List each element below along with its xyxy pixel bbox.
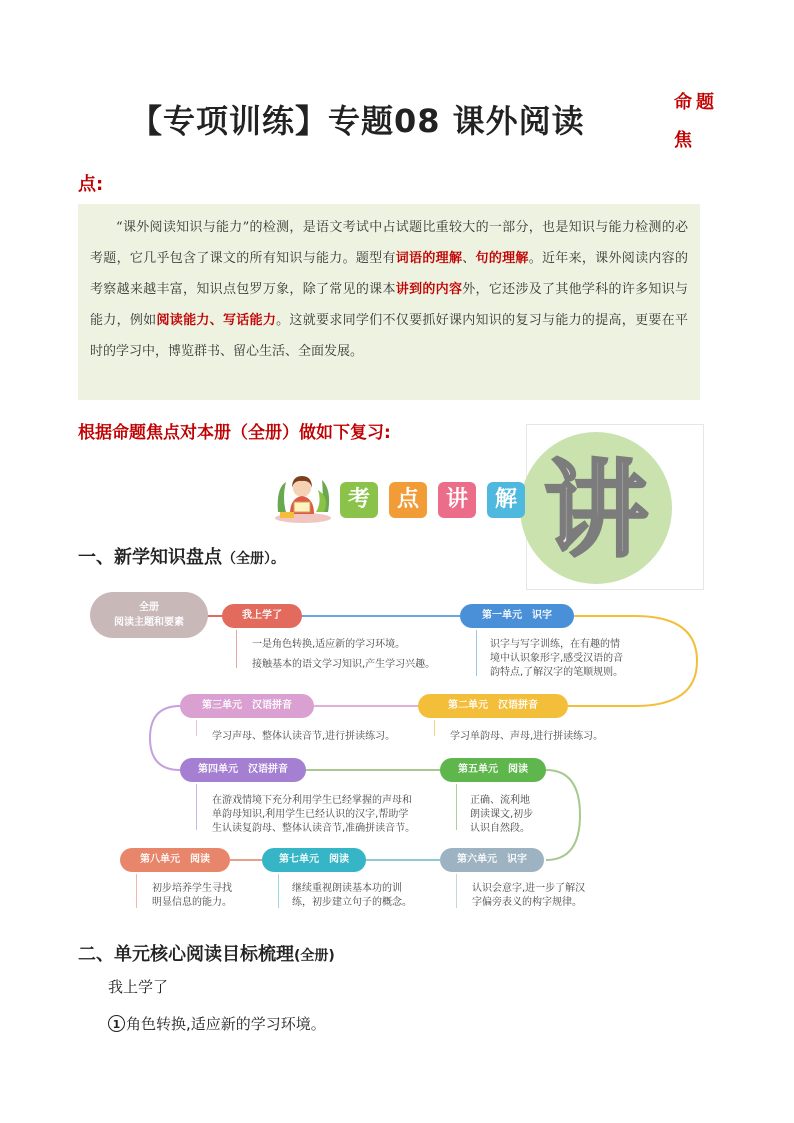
section-1-title: 一、新学知识盘点 xyxy=(78,547,222,568)
review-heading: 根据命题焦点对本册（全册）做如下复习: xyxy=(78,423,391,443)
unit-note-5-line-1: 正确、流利地 xyxy=(470,795,530,806)
intro-highlight-1: 词语的理解 xyxy=(395,251,463,266)
unit-note-6-line-1: 认识会意字,进一步了解汉 xyxy=(472,883,586,894)
list-item-text: 角色转换,适应新的学习环境。 xyxy=(126,1015,326,1033)
unit-note-8 xyxy=(152,882,262,910)
unit-note-2: 学习单韵母、声母,进行拼读练习。 xyxy=(450,731,604,742)
unit-note-4-line-2: 单韵母知识,利用学生已经认识的汉字,帮助学 xyxy=(212,809,409,820)
focus-tag-line-2: 焦 xyxy=(674,130,696,151)
unit-note-0-line-1: 一是角色转换,适应新的学习环境。 xyxy=(252,639,406,650)
banner-char-jie: 解 xyxy=(487,482,525,518)
note-bar-2 xyxy=(434,720,435,736)
badge-char: 讲 xyxy=(543,449,648,571)
note-bar-6 xyxy=(456,874,457,908)
intro-text-2: 。近年来，课外阅读内容的考察越来越丰富，知识点包罗万象，除了常见的课本 xyxy=(90,251,688,297)
unit-note-8-line-1: 初步培养学生寻找 xyxy=(152,883,232,894)
note-bar-4 xyxy=(196,784,197,830)
unit-note-6-line-2: 字偏旁表义的构字规律。 xyxy=(472,897,582,908)
unit-pill-7: 第七单元 阅读 xyxy=(262,848,366,872)
roadmap-start-line-2: 阅读主题和要素 xyxy=(114,617,184,628)
roadmap-start-line-1: 全册 xyxy=(139,602,159,613)
unit-pill-1: 第一单元 识字 xyxy=(460,604,574,628)
unit-note-1-line-1: 识字与写字训练，在有趣的情 xyxy=(490,639,620,650)
unit-note-4 xyxy=(212,794,432,836)
intro-text-3: 外，它还涉及了其他学科的许多知识与能力，例如 xyxy=(90,282,688,328)
unit-pill-3: 第三单元 汉语拼音 xyxy=(180,694,314,718)
unit-note-3: 学习声母、整体认读音节,进行拼读练习。 xyxy=(212,731,396,742)
unit-note-4-line-1: 在游戏情境下充分利用学生已经掌握的声母和 xyxy=(212,795,412,806)
unit-note-7-line-1: 继续重视朗读基本功的训 xyxy=(292,883,402,894)
intro-highlight-2: 句的理解 xyxy=(475,251,529,266)
banner-char-dian: 点 xyxy=(389,482,427,518)
unit-note-7 xyxy=(292,882,432,910)
unit-note-7-line-2: 练，初步建立句子的概念。 xyxy=(292,897,412,908)
intro-text-4: 。这就要求同学们不仅要抓好课内知识的复习与能力的提高，更要在平时的学习中，博览群书、留心生活、全面发展。 xyxy=(90,313,688,359)
unit-note-8-line-2: 明显信息的能力。 xyxy=(152,897,232,908)
unit-note-6 xyxy=(472,882,622,910)
unit-note-1 xyxy=(490,638,640,680)
unit-pill-4: 第四单元 汉语拼音 xyxy=(180,758,306,782)
unit-note-1-line-3: 韵特点,了解汉字的笔顺规则。 xyxy=(490,667,624,678)
note-bar-1 xyxy=(476,630,477,676)
unit-pill-8: 第八单元 阅读 xyxy=(120,848,230,872)
unit-pill-5: 第五单元 阅读 xyxy=(440,758,546,782)
section-2-note: (全册) xyxy=(294,948,335,964)
intro-sep: 、 xyxy=(462,251,476,266)
unit-pill-6: 第六单元 识字 xyxy=(440,848,544,872)
focus-tag-line-1: 命题 xyxy=(674,92,718,113)
note-bar-8 xyxy=(136,874,137,908)
focus-tag-tail: 点: xyxy=(78,174,104,195)
unit-pill-2: 第二单元 汉语拼音 xyxy=(418,694,568,718)
intro-highlight-3: 讲到的内容 xyxy=(395,282,463,297)
unit-pill-0: 我上学了 xyxy=(222,604,302,628)
list-item xyxy=(108,1013,326,1034)
unit-note-0 xyxy=(252,638,452,672)
unit-note-1-line-2: 境中认识象形字,感受汉语的音 xyxy=(490,653,624,664)
intro-highlight-4: 阅读能力、写话能力 xyxy=(156,313,277,328)
unit-note-4-line-3: 生认读复韵母、整体认读音节,准确拼读音节。 xyxy=(212,823,416,834)
unit-note-5 xyxy=(470,794,560,836)
page-title: 【专项训练】专题08 课外阅读 xyxy=(130,102,585,140)
note-bar-0 xyxy=(236,630,237,668)
banner-char-kao: 考 xyxy=(340,482,378,518)
section-2-title: 二、单元核心阅读目标梳理 xyxy=(78,944,294,965)
unit-note-5-line-3: 认识自然段。 xyxy=(470,823,530,834)
list-heading: 我上学了 xyxy=(108,978,169,996)
unit-note-5-line-2: 朗读课文,初步 xyxy=(470,809,534,820)
banner-char-jiang: 讲 xyxy=(438,482,476,518)
section-1-note: （全册）。 xyxy=(222,551,285,567)
intro-text-1: “课外阅读知识与能力”的检测，是语文考试中占试题比重较大的一部分，也是知识与能力检测的必考题，它几乎包含了课文的所有知识与能力。题型有 xyxy=(90,220,688,266)
unit-note-0-line-2: 接触基本的语文学习知识,产生学习兴趣。 xyxy=(252,659,436,670)
note-bar-7 xyxy=(278,874,279,908)
note-bar-5 xyxy=(456,784,457,830)
section-2-heading xyxy=(78,940,335,966)
note-bar-3 xyxy=(196,720,197,736)
roadmap-start xyxy=(90,592,208,638)
list-item-number: 1 xyxy=(108,1015,125,1032)
